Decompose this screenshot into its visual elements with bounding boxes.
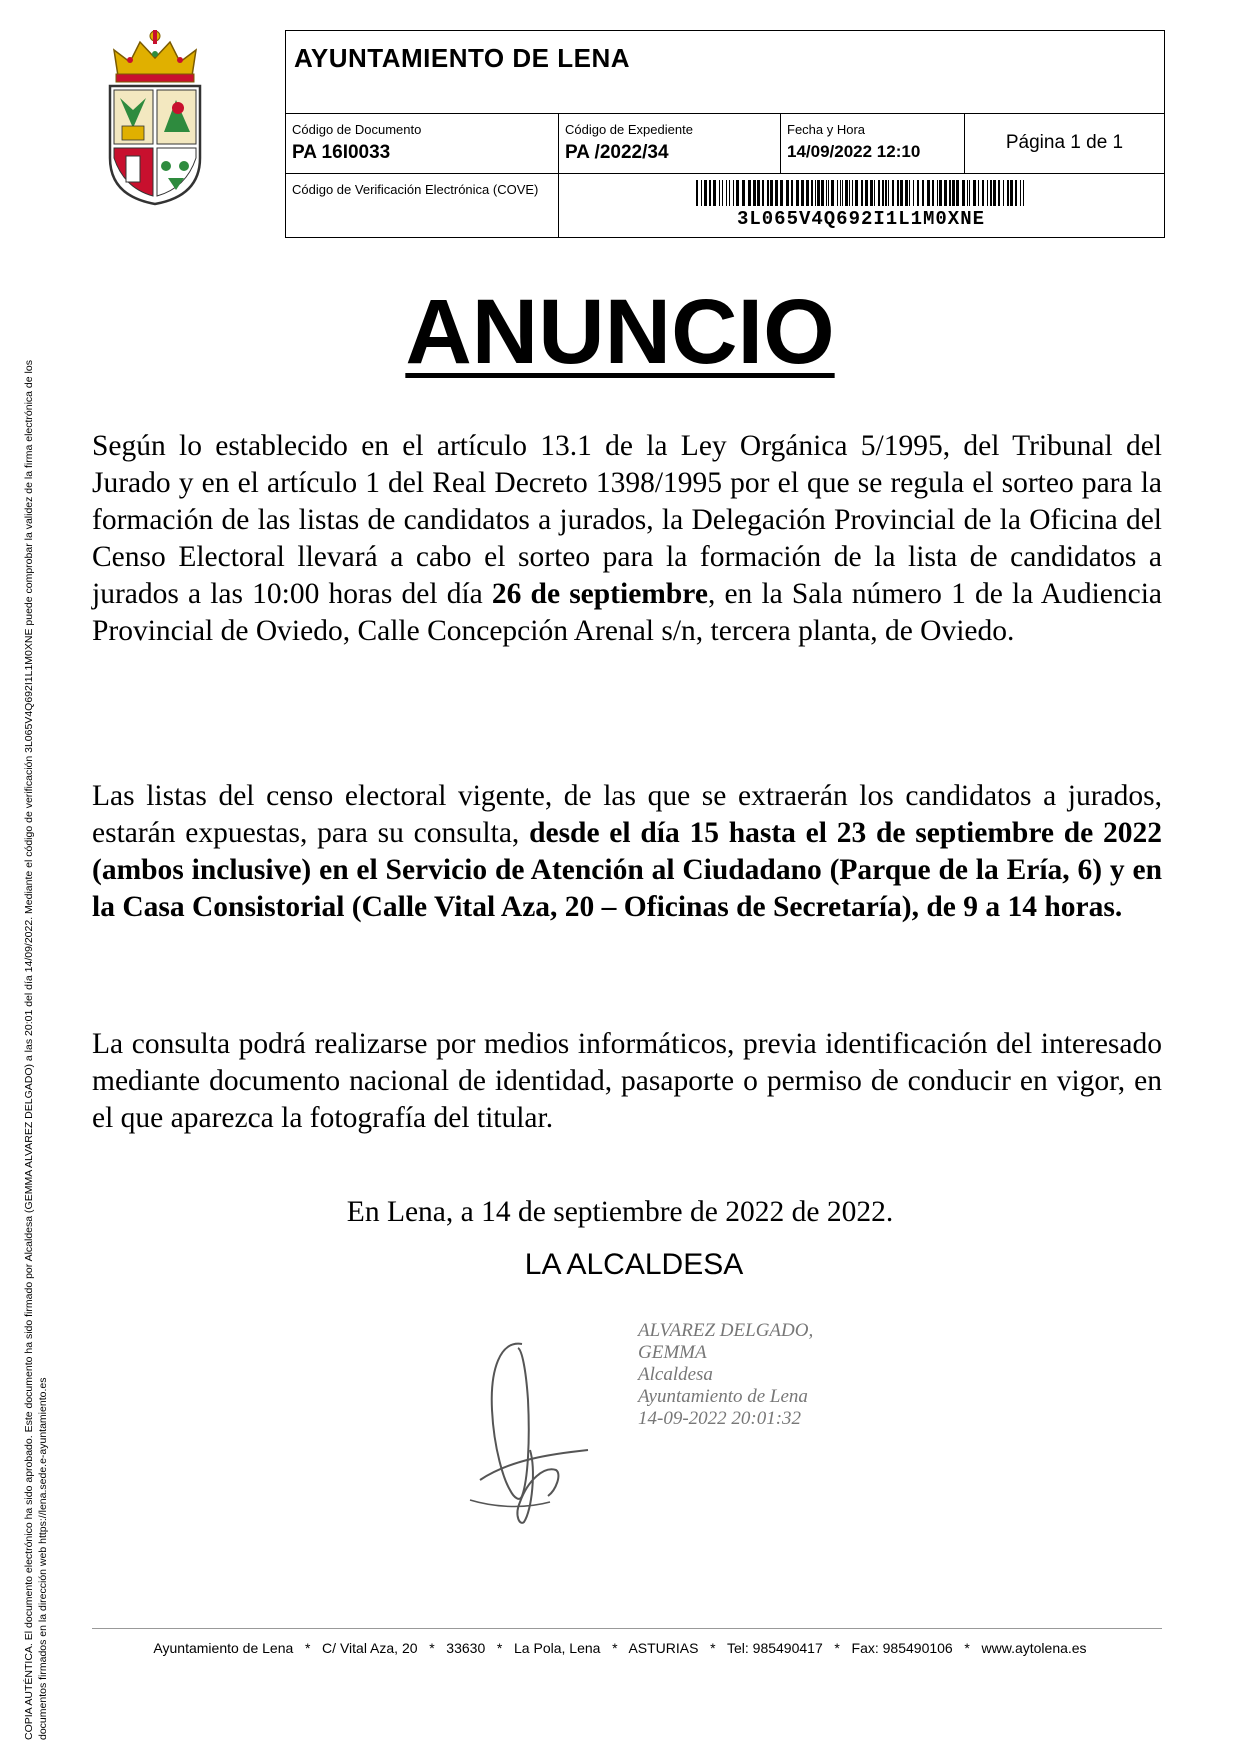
barcode-bar [1010,180,1013,206]
barcode-bar [870,180,873,206]
organization-name: AYUNTAMIENTO DE LENA [294,43,630,73]
barcode-bar [1020,180,1021,206]
barcode-bar [840,180,841,206]
cove-label-cell [286,174,558,238]
verification-line-1: COPIA AUTÉNTICA. El documento electrónico ha sido aprobado. Este documento ha sido firmado por Alcaldesa (GEMMA ALVAREZ DELGADO) a las 20:01 del día 14/09/2022. Mediante el código de verificación 3L065V4Q692I1L1M0XNE puede comprobar la validez de la firma electrónica de los [23,360,35,1740]
signer-surname: ALVAREZ DELGADO, [638,1320,814,1341]
barcode-bar [949,180,951,206]
barcode-bar [1015,180,1017,206]
barcode-bar [987,180,988,206]
signer-role: LA ALCALDESA [524,1248,744,1281]
verification-line-2: documentos firmados en la dirección web https://lena.sede.e-ayuntamiento.es [37,1377,49,1740]
barcode-bar [909,180,910,206]
paragraph-1 [92,428,1162,650]
barcode-bar [842,180,843,206]
file-code-value: PA /2022/34 [565,142,669,163]
barcode-bar [729,180,730,206]
paragraph-1-date: 26 de septiembre [491,578,708,610]
barcode-icon [696,180,1026,206]
barcode-bar [852,180,853,206]
cove-label: Código de Verificación Electrónica (COVE) [292,182,539,197]
paragraph-2-text-a: Las listas del censo electoral vigente, de las que se extraerán los candidatos a jurados, estarán expuestas, para su consulta, [92,780,1162,849]
document-header-table [285,30,1165,238]
barcode-bar [709,180,711,206]
barcode-bar [1007,180,1009,206]
barcode-bar [982,180,984,206]
barcode-bar [767,180,769,206]
barcode-bar [791,180,793,206]
barcode-bar [932,180,934,206]
barcode-bar [900,180,903,206]
barcode-bar [956,180,959,206]
barcode-bar [719,180,720,206]
barcode-bar [786,180,789,206]
paragraph-2-exposure-details: desde el día 15 hasta el 23 de septiembre de 2022 (ambos inclusive) en el Servicio de Atención al Ciudadano (Parque de la Ería, 6) y en la Casa Consistorial (Calle Vital Aza, 20 – Oficinas de Secretaría), de 9 a 14 horas. [92,817,1162,923]
document-title: ANUNCIO [405,281,835,383]
barcode-bar [696,180,698,206]
barcode-bar [733,180,734,206]
barcode-bar [780,180,783,206]
barcode-bar [993,180,996,206]
barcode-bar [704,180,707,206]
file-code-label: Código de Expediente [565,122,693,137]
barcode-bar [973,180,976,206]
footer-divider [92,1628,1162,1629]
barcode-bar [748,180,751,206]
barcode-bar [849,180,850,206]
datetime-value: 14/09/2022 12:10 [787,142,921,161]
barcode-bar [861,180,863,206]
barcode-bar [882,180,884,206]
barcode-bar [969,180,970,206]
doc-code-label: Código de Documento [292,122,422,137]
barcode-bar [757,180,760,206]
signer-position: Alcaldesa [638,1364,713,1385]
barcode-bar [801,180,804,206]
barcode-bar [978,180,979,206]
barcode-bar [962,180,965,206]
barcode-bar [736,180,739,206]
paragraph-2 [92,778,1162,926]
barcode-bar [770,180,773,206]
doc-code-cell [286,114,558,174]
barcode-bar [917,180,919,206]
barcode-bar [1003,180,1004,206]
barcode-bar [967,180,968,206]
page-cell [964,114,1164,174]
closing-line: En Lena, a 14 de septiembre de 2022 de 2022. [346,1196,894,1228]
barcode-bar [845,180,848,206]
barcode-bar [726,180,727,206]
paragraph-1-text-a: Según lo establecido en el artículo 13.1 de la Ley Orgánica 5/1995, del Tribunal del Jurado y en el artículo 1 del Real Decreto 1398/1995 por el que se regula el sorteo para la formación de las listas de candidatos a jurados, la Delegación Provincial de la Oficina del Censo Electoral llevará a cabo el sorteo para la formación de la lista de candidatos a jurados a las 10:00 horas del día [92,430,1162,610]
barcode-bar [937,180,938,206]
barcode-bar [990,180,992,206]
header-cove-row [286,173,1164,238]
signer-entity: Ayuntamiento de Lena [638,1386,808,1407]
signature-timestamp: 14-09-2022 20:01:32 [638,1408,802,1429]
paragraph-1-text-b: , en la Sala número 1 de la Audiencia Provincial de Oviedo, Calle Concepción Arenal s/n, tercera planta, de Oviedo. [92,578,1162,647]
page-indicator: Página 1 de 1 [1005,132,1124,153]
paragraph-3: La consulta podrá realizarse por medios informáticos, previa identificación del interesado mediante documento nacional de identidad, pasaporte o permiso de conducir en vigor, en el que aparezca la fotografía del titular. [92,1028,1162,1134]
page-footer: Ayuntamiento de Lena * C/ Vital Aza, 20 * 33630 * La Pola, Lena * ASTURIAS * Tel: 985490417 * Fax: 985490106 * www.aytolena.es [153,1640,1087,1656]
barcode-bar [806,180,809,206]
datetime-cell [780,114,964,174]
barcode-bar [762,180,764,206]
handwritten-signature [460,1330,600,1530]
barcode-bar [753,180,756,206]
barcode-bar [828,180,829,206]
barcode-bar [831,180,834,206]
barcode-bar [713,180,716,206]
barcode-bar [944,180,947,206]
barcode-bar [922,180,924,206]
cove-code-value: 3L065V4Q692I1L1M0XNE [736,208,986,230]
datetime-label: Fecha y Hora [787,122,866,137]
barcode-bar [865,180,868,206]
signer-name: GEMMA [638,1342,707,1363]
barcode-bar [878,180,880,206]
barcode-bar [775,180,778,206]
file-code-cell [558,114,780,174]
barcode-bar [1023,180,1024,206]
barcode-bar [837,180,838,206]
barcode-bar [874,180,875,206]
barcode-bar [905,180,908,206]
barcode-bar [811,180,813,206]
barcode-bar [998,180,1000,206]
barcode-bar [821,180,824,206]
barcode-bar [892,180,894,206]
barcode-bar [742,180,745,206]
signature-stamp [638,1320,813,1430]
header-codes-row [286,113,1164,174]
barcode-bar [722,180,723,206]
barcode-bar [815,180,816,206]
barcode-bar [826,180,827,206]
coat-of-arms-icon [100,28,210,208]
barcode-bar [927,180,930,206]
barcode-bar [885,180,887,206]
barcode-bar [817,180,820,206]
barcode-bar [796,180,799,206]
barcode-bar [888,180,889,206]
barcode-bar [855,180,858,206]
barcode-bar [701,180,702,206]
barcode-bar [939,180,942,206]
barcode-bar [897,180,899,206]
barcode-bar [913,180,914,206]
barcode-bar [952,180,955,206]
doc-code-value: PA 16I0033 [292,142,391,163]
